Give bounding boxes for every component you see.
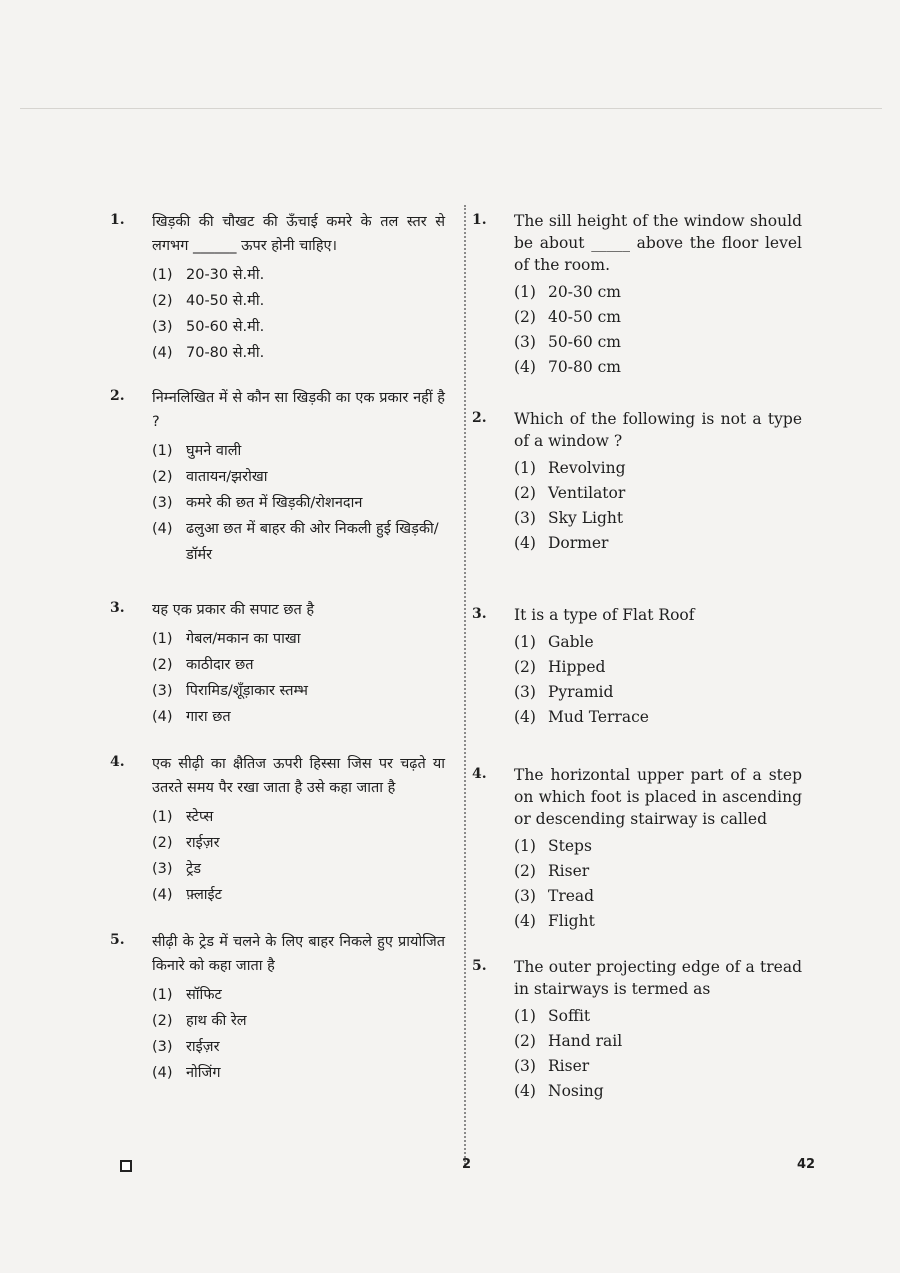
option [152, 652, 445, 678]
question-hi-2 [110, 386, 445, 568]
option [514, 355, 802, 380]
option-text: 50-60 से.मी. [186, 319, 265, 335]
page-top-rule [20, 108, 882, 109]
booklet-code: 42 [797, 1157, 816, 1172]
option-text: Tread [548, 887, 595, 905]
option-number: (1) [514, 837, 536, 855]
option [514, 531, 802, 556]
option-number: (3) [152, 495, 173, 511]
option-text: काठीदार छत [186, 657, 254, 673]
option-number: (3) [514, 509, 536, 527]
options-list [152, 262, 445, 366]
option [514, 884, 802, 909]
question-text: निम्नलिखित में से कौन सा खिड़की का एक प्रकार नहीं है ? [152, 390, 445, 430]
option-number: (4) [514, 1082, 536, 1100]
options-list [152, 626, 445, 730]
option [152, 804, 445, 830]
option-text: राईज़र [186, 1039, 220, 1055]
option-number: (3) [514, 887, 536, 905]
option-number: (4) [152, 709, 173, 725]
option [152, 1034, 445, 1060]
question-en-3 [472, 604, 802, 730]
question-number: 3. [110, 600, 125, 616]
option-number: (3) [152, 861, 173, 877]
option-number: (2) [514, 308, 536, 326]
hindi-column [110, 210, 445, 1086]
option-number: (3) [152, 1039, 173, 1055]
option-number: (2) [152, 835, 173, 851]
options-list [152, 438, 445, 568]
option-number: (1) [152, 809, 173, 825]
option-number: (2) [152, 293, 173, 309]
option [152, 856, 445, 882]
option-text: 40-50 cm [548, 308, 621, 326]
question-text: यह एक प्रकार की सपाट छत है [152, 602, 315, 618]
option-number: (1) [514, 633, 536, 651]
option-text: ढलुआ छत में बाहर की ओर निकली हुई खिड़की/डॉर्मर [186, 521, 439, 563]
option-number: (2) [514, 658, 536, 676]
option-number: (1) [514, 459, 536, 477]
option-text: Riser [548, 1057, 590, 1075]
option-number: (2) [152, 469, 173, 485]
option [514, 834, 802, 859]
option-text: Dormer [548, 534, 609, 552]
option-text: Pyramid [548, 683, 614, 701]
option [514, 705, 802, 730]
option-text: Hipped [548, 658, 606, 676]
option-number: (2) [514, 862, 536, 880]
options-list [152, 804, 445, 908]
question-number: 1. [110, 212, 125, 228]
question-number: 2. [472, 410, 487, 426]
option-text: Hand rail [548, 1032, 623, 1050]
option [514, 680, 802, 705]
option [514, 655, 802, 680]
question-hi-4 [110, 752, 445, 908]
option [152, 1060, 445, 1086]
option [514, 506, 802, 531]
option [152, 438, 445, 464]
option [514, 1029, 802, 1054]
options-list [152, 982, 445, 1086]
option [514, 1054, 802, 1079]
option-text: घुमने वाली [186, 443, 242, 459]
options-list [514, 630, 802, 730]
option [152, 516, 445, 568]
option [152, 314, 445, 340]
option [152, 490, 445, 516]
option-text: 20-30 cm [548, 283, 621, 301]
option-number: (3) [514, 683, 536, 701]
option [152, 1008, 445, 1034]
question-number: 5. [472, 958, 487, 974]
option-number: (1) [152, 443, 173, 459]
question-en-1 [472, 210, 802, 380]
option [152, 830, 445, 856]
option [514, 1079, 802, 1104]
option [152, 982, 445, 1008]
option [152, 288, 445, 314]
option-text: Steps [548, 837, 592, 855]
option-text: सॉफिट [186, 987, 222, 1003]
option-text: 20-30 से.मी. [186, 267, 265, 283]
option-number: (3) [152, 683, 173, 699]
option-number: (4) [514, 534, 536, 552]
option-text: हाथ की रेल [186, 1013, 247, 1029]
option-number: (1) [152, 267, 173, 283]
option-number: (2) [514, 484, 536, 502]
option-number: (1) [152, 631, 173, 647]
option-text: Soffit [548, 1007, 591, 1025]
option-number: (4) [152, 1065, 173, 1081]
option-text: नोजिंग [186, 1065, 221, 1081]
option-text: 50-60 cm [548, 333, 621, 351]
question-en-4 [472, 764, 802, 934]
corner-square-mark [120, 1160, 132, 1172]
option-number: (1) [514, 1007, 536, 1025]
option [152, 678, 445, 704]
options-list [514, 456, 802, 556]
question-text: एक सीढ़ी का क्षैतिज ऊपरी हिस्सा जिस पर चढ़ते या उतरते समय पैर रखा जाता है उसे कहा जाता है [152, 756, 445, 796]
option-text: पिरामिड/शूँड़ाकार स्तम्भ [186, 683, 308, 699]
option-text: वातायन/झरोखा [186, 469, 268, 485]
question-hi-1 [110, 210, 445, 366]
option-number: (4) [152, 345, 173, 361]
option-number: (4) [514, 708, 536, 726]
option-text: Gable [548, 633, 594, 651]
option-number: (4) [514, 358, 536, 376]
option [514, 630, 802, 655]
option-text: स्टेप्स [186, 809, 214, 825]
question-number: 4. [472, 766, 487, 782]
option-number: (4) [152, 521, 173, 537]
options-list [514, 834, 802, 934]
question-number: 1. [472, 212, 487, 228]
question-hi-5 [110, 930, 445, 1086]
option [514, 305, 802, 330]
column-divider [464, 205, 466, 1165]
option [514, 859, 802, 884]
question-en-2 [472, 408, 802, 556]
option [514, 909, 802, 934]
option-text: Sky Light [548, 509, 624, 527]
question-text: It is a type of Flat Roof [514, 606, 695, 624]
option-text: Riser [548, 862, 590, 880]
option-text: 40-50 से.मी. [186, 293, 265, 309]
option-number: (2) [152, 657, 173, 673]
option-number: (3) [514, 333, 536, 351]
question-text: खिड़की की चौखट की ऊँचाई कमरे के तल स्तर से लगभग ______ ऊपर होनी चाहिए। [152, 214, 445, 254]
question-number: 4. [110, 754, 125, 770]
option-text: गेबल/मकान का पाखा [186, 631, 301, 647]
option [514, 330, 802, 355]
option-text: राईज़र [186, 835, 220, 851]
question-text: The outer projecting edge of a tread in stairways is termed as [514, 958, 802, 998]
page-number: 2 [462, 1157, 472, 1172]
option-number: (2) [152, 1013, 173, 1029]
english-column [472, 210, 802, 1104]
option-text: गारा छत [186, 709, 231, 725]
option-text: Nosing [548, 1082, 604, 1100]
option-text: ट्रेड [186, 861, 202, 877]
option [152, 626, 445, 652]
option-number: (3) [152, 319, 173, 335]
option-text: Flight [548, 912, 595, 930]
options-list [514, 1004, 802, 1104]
option-number: (1) [514, 283, 536, 301]
question-text: The horizontal upper part of a step on which foot is placed in ascending or descending stairway is called [514, 766, 802, 828]
option [152, 704, 445, 730]
option-number: (2) [514, 1032, 536, 1050]
question-text: The sill height of the window should be about _____ above the floor level of the room. [514, 212, 802, 274]
question-number: 3. [472, 606, 487, 622]
question-en-5 [472, 956, 802, 1104]
option-number: (4) [152, 887, 173, 903]
option [514, 456, 802, 481]
option-number: (3) [514, 1057, 536, 1075]
option-text: फ़्लाईट [186, 887, 222, 903]
option-number: (4) [514, 912, 536, 930]
option-text: Mud Terrace [548, 708, 649, 726]
option-text: Revolving [548, 459, 626, 477]
option [514, 481, 802, 506]
question-text: Which of the following is not a type of a window ? [514, 410, 802, 450]
option [514, 280, 802, 305]
option-text: 70-80 से.मी. [186, 345, 265, 361]
options-list [514, 280, 802, 380]
option [152, 464, 445, 490]
option [514, 1004, 802, 1029]
question-number: 5. [110, 932, 125, 948]
option [152, 262, 445, 288]
option [152, 340, 445, 366]
option-text: कमरे की छत में खिड़की/रोशनदान [186, 495, 363, 511]
option-text: Ventilator [548, 484, 626, 502]
question-text: सीढ़ी के ट्रेड में चलने के लिए बाहर निकले हुए प्रायोजित किनारे को कहा जाता है [152, 934, 445, 974]
question-hi-3 [110, 598, 445, 730]
question-number: 2. [110, 388, 125, 404]
option-number: (1) [152, 987, 173, 1003]
option-text: 70-80 cm [548, 358, 621, 376]
option [152, 882, 445, 908]
